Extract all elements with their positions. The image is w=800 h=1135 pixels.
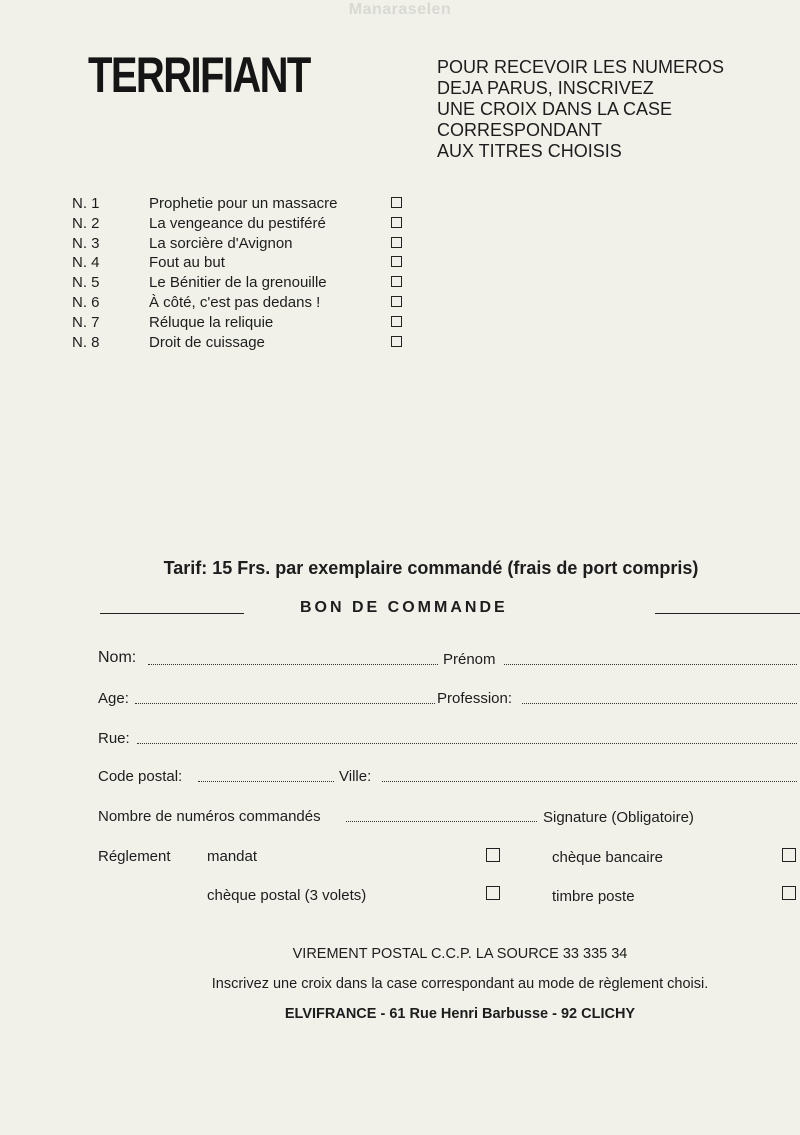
prenom-label: Prénom <box>443 651 496 668</box>
age-label: Age: <box>98 690 129 707</box>
title-number: N. 5 <box>72 274 100 292</box>
ville-field[interactable] <box>382 781 797 782</box>
terrifiant-logo: TERRIFIANT <box>88 47 310 103</box>
title-number: N. 6 <box>72 293 100 311</box>
rue-label: Rue: <box>98 730 130 747</box>
intro-line: UNE CROIX DANS LA CASE <box>437 99 673 119</box>
ville-label: Ville: <box>339 768 372 785</box>
cheque-postal-checkbox[interactable] <box>486 886 500 900</box>
timbre-poste-checkbox[interactable] <box>782 886 796 900</box>
intro-line: CORRESPONDANT <box>437 120 603 140</box>
nom-field[interactable] <box>148 664 438 665</box>
virement-text: VIREMENT POSTAL C.C.P. LA SOURCE 33 335 34 <box>292 946 628 962</box>
divider-left <box>100 613 244 614</box>
title-name: Fout au but <box>149 254 225 272</box>
title-name: La vengeance du pestiféré <box>149 214 326 232</box>
intro-text <box>437 57 724 162</box>
code-postal-label: Code postal: <box>98 768 183 785</box>
title-number: N. 3 <box>72 234 100 252</box>
title-name: Réluque la reliquie <box>149 313 274 331</box>
title-number: N. 8 <box>72 333 100 351</box>
bon-de-commande-title: BON DE COMMANDE <box>300 599 508 616</box>
mandat-label: mandat <box>207 848 258 865</box>
address-text: ELVIFRANCE - 61 Rue Henri Barbusse - 92 CLICHY <box>284 1006 636 1022</box>
mandat-checkbox[interactable] <box>486 848 500 862</box>
intro-line: AUX TITRES CHOISIS <box>437 141 622 161</box>
reglement-label: Réglement <box>98 848 171 865</box>
intro-line: POUR RECEVOIR LES NUMEROS <box>437 57 725 77</box>
prenom-field[interactable] <box>504 664 797 665</box>
title-checkbox[interactable] <box>391 237 402 248</box>
title-name: Prophetie pour un massacre <box>149 195 338 212</box>
title-checkbox[interactable] <box>391 316 402 327</box>
divider-right <box>655 613 800 614</box>
profession-field[interactable] <box>522 703 797 704</box>
title-name: À côté, c'est pas dedans ! <box>149 293 321 311</box>
code-postal-field[interactable] <box>198 781 334 782</box>
cheque-bancaire-checkbox[interactable] <box>782 848 796 862</box>
profession-label: Profession: <box>437 690 513 707</box>
cheque-postal-label: chèque postal (3 volets) <box>207 887 367 904</box>
title-checkbox[interactable] <box>391 336 402 347</box>
title-number: N. 7 <box>72 313 100 331</box>
title-checkbox[interactable] <box>391 296 402 307</box>
title-checkbox[interactable] <box>391 197 402 208</box>
title-checkbox[interactable] <box>391 217 402 228</box>
title-checkbox[interactable] <box>391 256 402 267</box>
title-name: Droit de cuissage <box>149 333 265 351</box>
title-number: N. 2 <box>72 214 100 232</box>
instruction-text: Inscrivez une croix dans la case correspondant au mode de règlement choisi. <box>211 976 709 992</box>
timbre-poste-label: timbre poste <box>552 888 635 905</box>
signature-label: Signature (Obligatoire) <box>543 809 694 826</box>
tarif-text: Tarif: 15 Frs. par exemplaire commandé (frais de port compris) <box>163 558 699 578</box>
nom-label: Nom: <box>98 649 137 666</box>
title-name: Le Bénitier de la grenouille <box>149 274 327 292</box>
nombre-field[interactable] <box>346 821 537 822</box>
title-checkbox[interactable] <box>391 276 402 287</box>
cheque-bancaire-label: chèque bancaire <box>552 849 663 866</box>
title-number: N. 1 <box>72 195 100 212</box>
age-field[interactable] <box>135 703 435 704</box>
nombre-label: Nombre de numéros commandés <box>98 808 321 825</box>
intro-line: DEJA PARUS, INSCRIVEZ <box>437 78 654 98</box>
watermark: Manaraselen <box>348 1 452 18</box>
title-number: N. 4 <box>72 254 100 272</box>
title-name: La sorcière d'Avignon <box>149 234 293 252</box>
rue-field[interactable] <box>137 743 797 744</box>
